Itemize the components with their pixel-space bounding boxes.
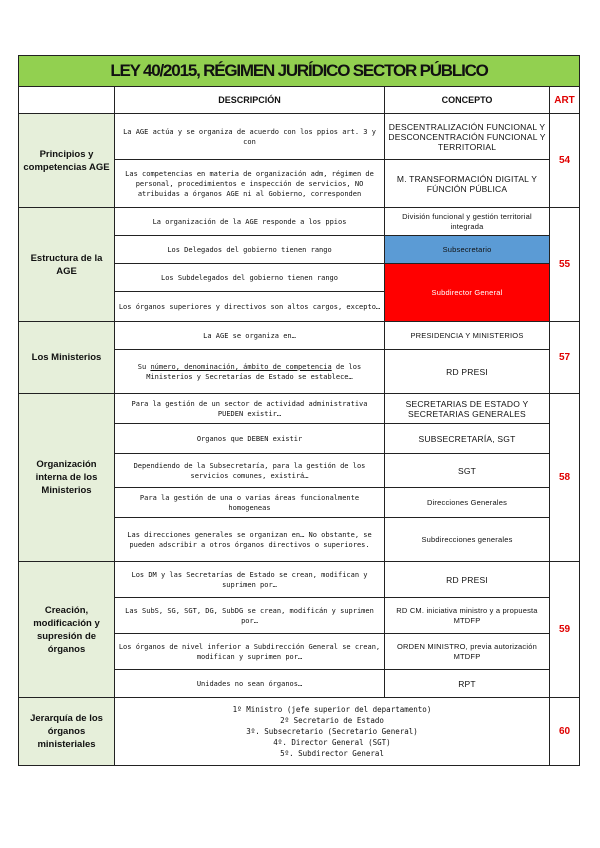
concept-cell-subsecretario: Subsecretario: [385, 236, 550, 264]
title-row: [19, 56, 580, 87]
table-row: [19, 208, 580, 236]
description-text: de los Ministerios y Secretarías de Estado se establece…: [146, 362, 362, 381]
concept-cell: Subdirecciones generales: [385, 518, 550, 562]
summary-table: [18, 55, 580, 766]
concept-cell: SGT: [385, 454, 550, 488]
description-cell: Unidades no sean órganos…: [115, 670, 385, 698]
article-number-54: 54: [550, 114, 580, 208]
section-label-organizacion: Organización interna de los Ministerios: [19, 394, 115, 562]
description-cell: La organización de la AGE responde a los ppios: [115, 208, 385, 236]
description-cell: Los órganos de nivel inferior a Subdirección General se crean, modifican y suprimen por…: [115, 634, 385, 670]
description-underlined-text: número, denominación, ámbito de competencia: [150, 362, 332, 371]
description-cell: [115, 350, 385, 394]
hierarchy-line-2: 2º Secretario de Estado: [280, 716, 384, 725]
concept-cell: M. TRANSFORMACIÓN DIGITAL Y FÚNCIÓN PÚBLICA: [385, 160, 550, 208]
concept-cell: División funcional y gestión territorial integrada: [385, 208, 550, 236]
section-label-creacion: Creación, modificación y supresión de órganos: [19, 562, 115, 698]
concept-cell: DESCENTRALIZACIÓN FUNCIONAL Y DESCONCENTRACIÓN FUNCIONAL Y TERRITORIAL: [385, 114, 550, 160]
concept-cell: Direcciones Generales: [385, 488, 550, 518]
hierarchy-line-4: 4º. Director General (SGT): [273, 738, 391, 747]
article-number-60: 60: [550, 698, 580, 766]
concept-cell: PRESIDENCIA Y MINISTERIOS: [385, 322, 550, 350]
hierarchy-line-1: 1º Ministro (jefe superior del departamento): [232, 705, 432, 714]
hierarchy-line-5: 5º. Subdirector General: [280, 749, 384, 758]
concept-cell: ORDEN MINISTRO, previa autorización MTDFP: [385, 634, 550, 670]
article-number-55: 55: [550, 208, 580, 322]
section-label-jerarquia: Jerarquía de los órganos ministeriales: [19, 698, 115, 766]
table-row: [19, 698, 580, 766]
article-number-58: 58: [550, 394, 580, 562]
header-art: ART: [550, 87, 580, 114]
description-cell: La AGE se organiza en…: [115, 322, 385, 350]
table-row: [19, 114, 580, 160]
concept-cell: RD PRESI: [385, 562, 550, 598]
description-cell: Las direcciones generales se organizan en… No obstante, se pueden adscribir a otros órganos directivos o superiores.: [115, 518, 385, 562]
description-cell: Los órganos superiores y directivos son altos cargos, excepto…: [115, 292, 385, 322]
header-row: [19, 87, 580, 114]
section-label-principios: Principios y competencias AGE: [19, 114, 115, 208]
description-cell: Para la gestión de un sector de actividad administrativa PUEDEN existir…: [115, 394, 385, 424]
description-cell: Organos que DEBEN existir: [115, 424, 385, 454]
description-cell: Las SubS, SG, SGT, DG, SubDG se crean, modificán y suprimen por…: [115, 598, 385, 634]
description-cell: Los Delegados del gobierno tienen rango: [115, 236, 385, 264]
description-cell: Para la gestión de una o varias áreas funcionalmente homogeneas: [115, 488, 385, 518]
table-row: [19, 394, 580, 424]
description-cell: Dependiendo de la Subsecretaría, para la gestión de los servicios comunes, existirá…: [115, 454, 385, 488]
description-cell: Los DM y las Secretarías de Estado se crean, modifican y suprimen por…: [115, 562, 385, 598]
page-title: LEY 40/2015, RÉGIMEN JURÍDICO SECTOR PÚBLICO: [19, 56, 580, 87]
law-summary-sheet: [18, 55, 579, 766]
description-cell: La AGE actúa y se organiza de acuerdo con los ppios art. 3 y con: [115, 114, 385, 160]
hierarchy-list: [115, 698, 550, 766]
concept-cell: SUBSECRETARÍA, SGT: [385, 424, 550, 454]
concept-cell: RD PRESI: [385, 350, 550, 394]
section-label-ministerios: Los Ministerios: [19, 322, 115, 394]
article-number-57: 57: [550, 322, 580, 394]
concept-cell: RPT: [385, 670, 550, 698]
table-row: [19, 322, 580, 350]
header-empty: [19, 87, 115, 114]
description-cell: Los Subdelegados del gobierno tienen rango: [115, 264, 385, 292]
header-descripcion: DESCRIPCIÓN: [115, 87, 385, 114]
section-label-estructura: Estructura de la AGE: [19, 208, 115, 322]
concept-cell-subdirector-general: Subdirector General: [385, 264, 550, 322]
header-concepto: CONCEPTO: [385, 87, 550, 114]
table-row: [19, 562, 580, 598]
concept-cell: SECRETARIAS DE ESTADO Y SECRETARIAS GENERALES: [385, 394, 550, 424]
hierarchy-line-3: 3º. Subsecretario (Secretario General): [246, 727, 418, 736]
concept-cell: RD CM. iniciativa ministro y a propuesta MTDFP: [385, 598, 550, 634]
description-text: Su: [137, 362, 151, 371]
description-cell: Las competencias en materia de organización adm, régimen de personal, procedimientos e inspección de servicios, NO atribuidas a órganos AGE ni al Gobierno, corresponden: [115, 160, 385, 208]
article-number-59: 59: [550, 562, 580, 698]
